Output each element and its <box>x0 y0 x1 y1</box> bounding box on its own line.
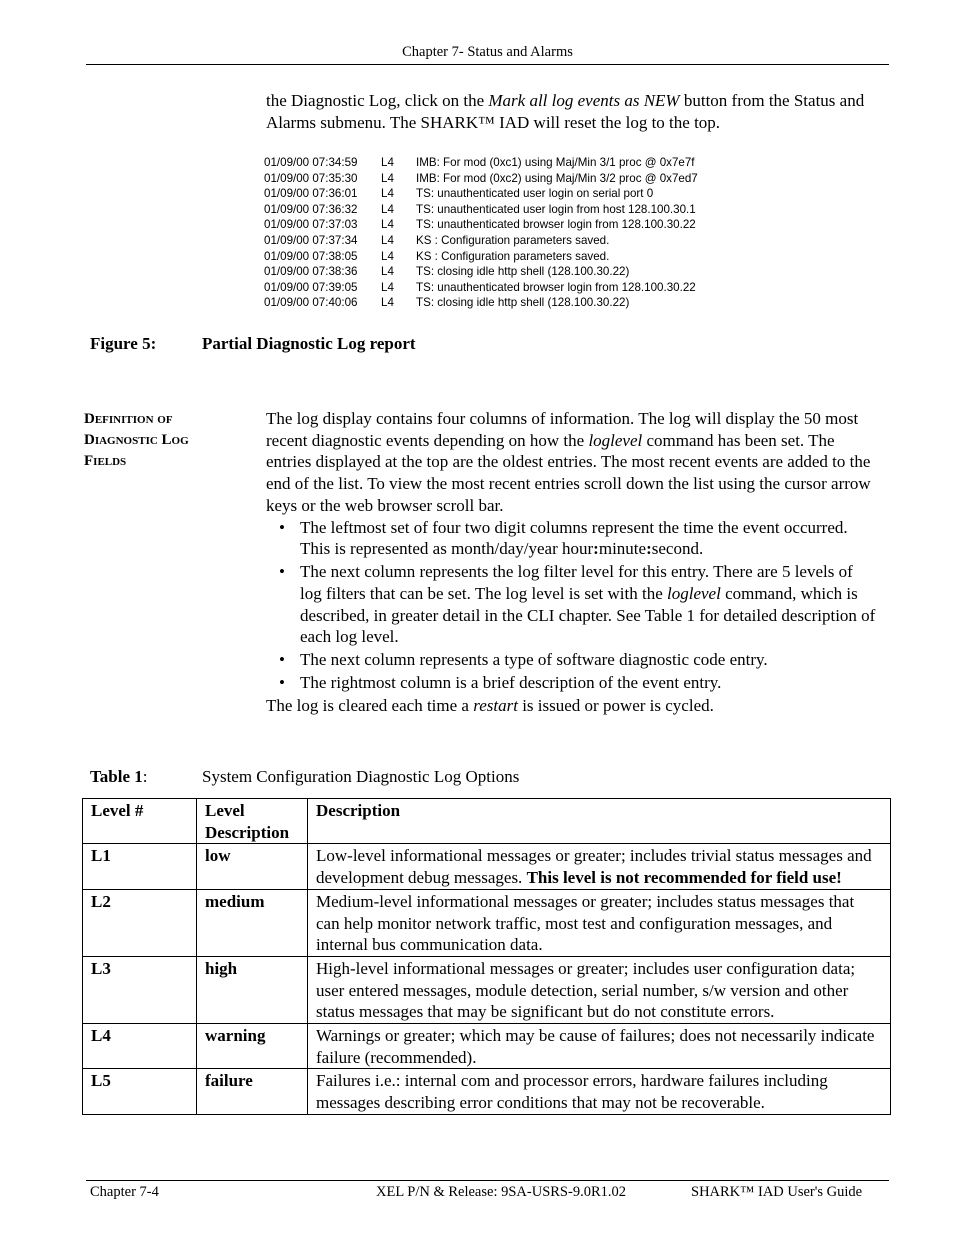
footer-guide-title: SHARK™ IAD User's Guide <box>691 1184 863 1200</box>
section-side-heading <box>84 409 254 472</box>
log-level: L4 <box>381 233 394 247</box>
text-run: minute <box>598 539 647 559</box>
level-name-cell: failure <box>197 1069 308 1114</box>
log-timestamp: 01/09/00 07:36:01 <box>264 187 358 201</box>
log-timestamp: 01/09/00 07:39:05 <box>264 280 358 294</box>
text-run: The leftmost set of four two digit columns represent the time the event occurred. This is represented as month/day/year hour <box>300 517 848 559</box>
log-row <box>264 265 719 281</box>
level-name-cell: medium <box>197 889 308 956</box>
log-description: TS: unauthenticated browser login from 128.100.30.22 <box>416 280 696 294</box>
text-run: The log is cleared each time a <box>266 695 474 715</box>
log-description: TS: unauthenticated user login from host 128.100.30.1 <box>416 202 696 216</box>
footer-rule <box>86 1180 889 1181</box>
text-run: is issued or power is cycled. <box>517 695 714 715</box>
text-run: The next column represents the log filter level for this entry. There are 5 levels of log filters that can be set. The log level is set with the <box>300 562 853 603</box>
log-level: L4 <box>381 280 394 294</box>
log-row <box>264 203 719 219</box>
colon: : <box>646 539 652 559</box>
column-header-level-description: Level Description <box>197 799 308 844</box>
list-item <box>279 561 878 648</box>
log-level: L4 <box>381 156 394 169</box>
log-row <box>264 187 719 203</box>
level-cell: L4 <box>83 1024 197 1069</box>
log-timestamp: 01/09/00 07:40:06 <box>264 296 358 310</box>
text-run: The log display contains four columns of information. The log will display the 50 most recent diagnostic events depending on how the <box>266 409 859 450</box>
intro-text-pre: the Diagnostic Log, click on the <box>266 91 489 110</box>
header-rule <box>86 64 889 65</box>
log-options-table <box>82 798 891 1115</box>
log-row <box>264 296 719 312</box>
log-description: TS: unauthenticated user login on serial port 0 <box>416 187 654 201</box>
table-row <box>83 956 891 1023</box>
intro-paragraph <box>266 90 876 133</box>
intro-text-post: button from the Status and Alarms submenu. The SHARK™ IAD will reset the log to the top. <box>266 91 865 132</box>
log-timestamp: 01/09/00 07:34:59 <box>264 156 358 169</box>
table-label-colon: : <box>142 767 148 786</box>
log-description: KS : Configuration parameters saved. <box>416 233 610 247</box>
section-body <box>266 408 878 717</box>
level-name-cell: low <box>197 844 308 889</box>
log-row <box>264 218 719 234</box>
bullet-icon: • <box>279 650 285 670</box>
log-timestamp: 01/09/00 07:37:03 <box>264 218 358 232</box>
table-caption <box>90 767 520 787</box>
level-cell: L2 <box>83 889 197 956</box>
log-timestamp: 01/09/00 07:38:36 <box>264 265 358 279</box>
loglevel-command: loglevel <box>667 583 721 603</box>
log-level: L4 <box>381 171 394 185</box>
description-cell: High-level informational messages or greater; includes user configuration data; user entered messages, module detection, serial number, s/w version and other status messages that may be significant but do not constitute errors. <box>308 956 891 1023</box>
level-cell: L5 <box>83 1069 197 1114</box>
table-row <box>83 1069 891 1114</box>
log-row <box>264 234 719 250</box>
log-timestamp: 01/09/00 07:37:34 <box>264 233 358 247</box>
diagnostic-log-excerpt <box>264 156 719 312</box>
list-item <box>279 649 878 671</box>
list-item <box>279 517 878 560</box>
log-description: IMB: For mod (0xc2) using Maj/Min 3/2 proc @ 0x7ed7 <box>416 171 698 185</box>
log-level: L4 <box>381 249 394 263</box>
log-timestamp: 01/09/00 07:35:30 <box>264 171 358 185</box>
table-row <box>83 844 891 889</box>
description-cell: Medium-level informational messages or greater; includes status messages that can help monitor network traffic, most test and configuration messages, and internal bus communication data. <box>308 889 891 956</box>
section-paragraph <box>266 408 878 517</box>
closing-paragraph <box>266 695 878 717</box>
restart-command: restart <box>473 695 518 715</box>
table-header-row <box>83 799 891 844</box>
log-row <box>264 250 719 266</box>
log-level: L4 <box>381 296 394 310</box>
figure-title: Partial Diagnostic Log report <box>202 334 416 353</box>
text-run: command has been set. The entries displayed at the top are the oldest entries. The most recent events are added to the end of the list. To view the most recent entries scroll down the list using the cursor arrow keys or the web browser scroll bar. <box>266 430 871 515</box>
log-level: L4 <box>381 202 394 216</box>
description-cell: Warnings or greater; which may be cause of failures; does not necessarily indicate failure (recommended). <box>308 1024 891 1069</box>
loglevel-command: loglevel <box>588 430 643 450</box>
side-heading-line: Definition of <box>84 411 173 427</box>
bullet-icon: • <box>279 517 285 537</box>
list-item <box>279 672 878 694</box>
level-name-cell: high <box>197 956 308 1023</box>
table-label <box>90 767 148 786</box>
description-cell: Failures i.e.: internal com and processor errors, hardware failures including messages describing error conditions that may not be recoverable. <box>308 1069 891 1114</box>
column-header-description: Description <box>308 799 891 844</box>
side-heading-line: Diagnostic Log <box>84 432 189 448</box>
log-row <box>264 281 719 297</box>
text-run: Low-level informational messages or greater; includes trivial status messages and development debug messages. <box>316 846 872 888</box>
log-row <box>264 156 719 172</box>
figure-caption <box>90 334 416 354</box>
bullet-icon: • <box>279 562 285 582</box>
log-description: TS: unauthenticated browser login from 128.100.30.22 <box>416 218 696 232</box>
level-cell: L1 <box>83 844 197 889</box>
log-level: L4 <box>381 265 394 279</box>
log-row <box>264 172 719 188</box>
log-description: TS: closing idle http shell (128.100.30.22) <box>416 296 630 310</box>
mark-all-new-button-name: Mark all log events as NEW <box>488 91 680 110</box>
table-row <box>83 1024 891 1069</box>
log-level: L4 <box>381 218 394 232</box>
log-timestamp: 01/09/00 07:38:05 <box>264 249 358 263</box>
log-timestamp: 01/09/00 07:36:32 <box>264 202 358 216</box>
text-run: second. <box>651 539 704 559</box>
side-heading-line: Fields <box>84 453 127 469</box>
log-level: L4 <box>381 187 394 201</box>
description-cell <box>308 844 891 889</box>
log-description: KS : Configuration parameters saved. <box>416 249 610 263</box>
warning-text: This level is not recommended for field use! <box>526 868 842 888</box>
table-label-text: Table 1 <box>90 767 143 786</box>
column-header-level: Level # <box>83 799 197 844</box>
bullet-list <box>266 517 878 694</box>
log-description: IMB: For mod (0xc1) using Maj/Min 3/1 proc @ 0x7e7f <box>416 156 695 169</box>
level-cell: L3 <box>83 956 197 1023</box>
text-run: The rightmost column is a brief description of the event entry. <box>300 673 722 692</box>
running-header: Chapter 7- Status and Alarms <box>402 44 573 60</box>
log-description: TS: closing idle http shell (128.100.30.22) <box>416 265 630 279</box>
footer-release: XEL P/N & Release: 9SA-USRS-9.0R1.02 <box>376 1184 626 1200</box>
text-run: command, which is described, in greater detail in the CLI chapter. See Table 1 for detailed description of each log level. <box>300 583 876 647</box>
figure-label: Figure 5: <box>90 334 157 353</box>
footer-page-number: Chapter 7-4 <box>90 1184 159 1200</box>
table-title: System Configuration Diagnostic Log Options <box>202 767 520 786</box>
table-row <box>83 889 891 956</box>
colon: : <box>593 539 599 559</box>
level-name-cell: warning <box>197 1024 308 1069</box>
bullet-icon: • <box>279 673 285 692</box>
text-run: The next column represents a type of software diagnostic code entry. <box>300 650 768 670</box>
